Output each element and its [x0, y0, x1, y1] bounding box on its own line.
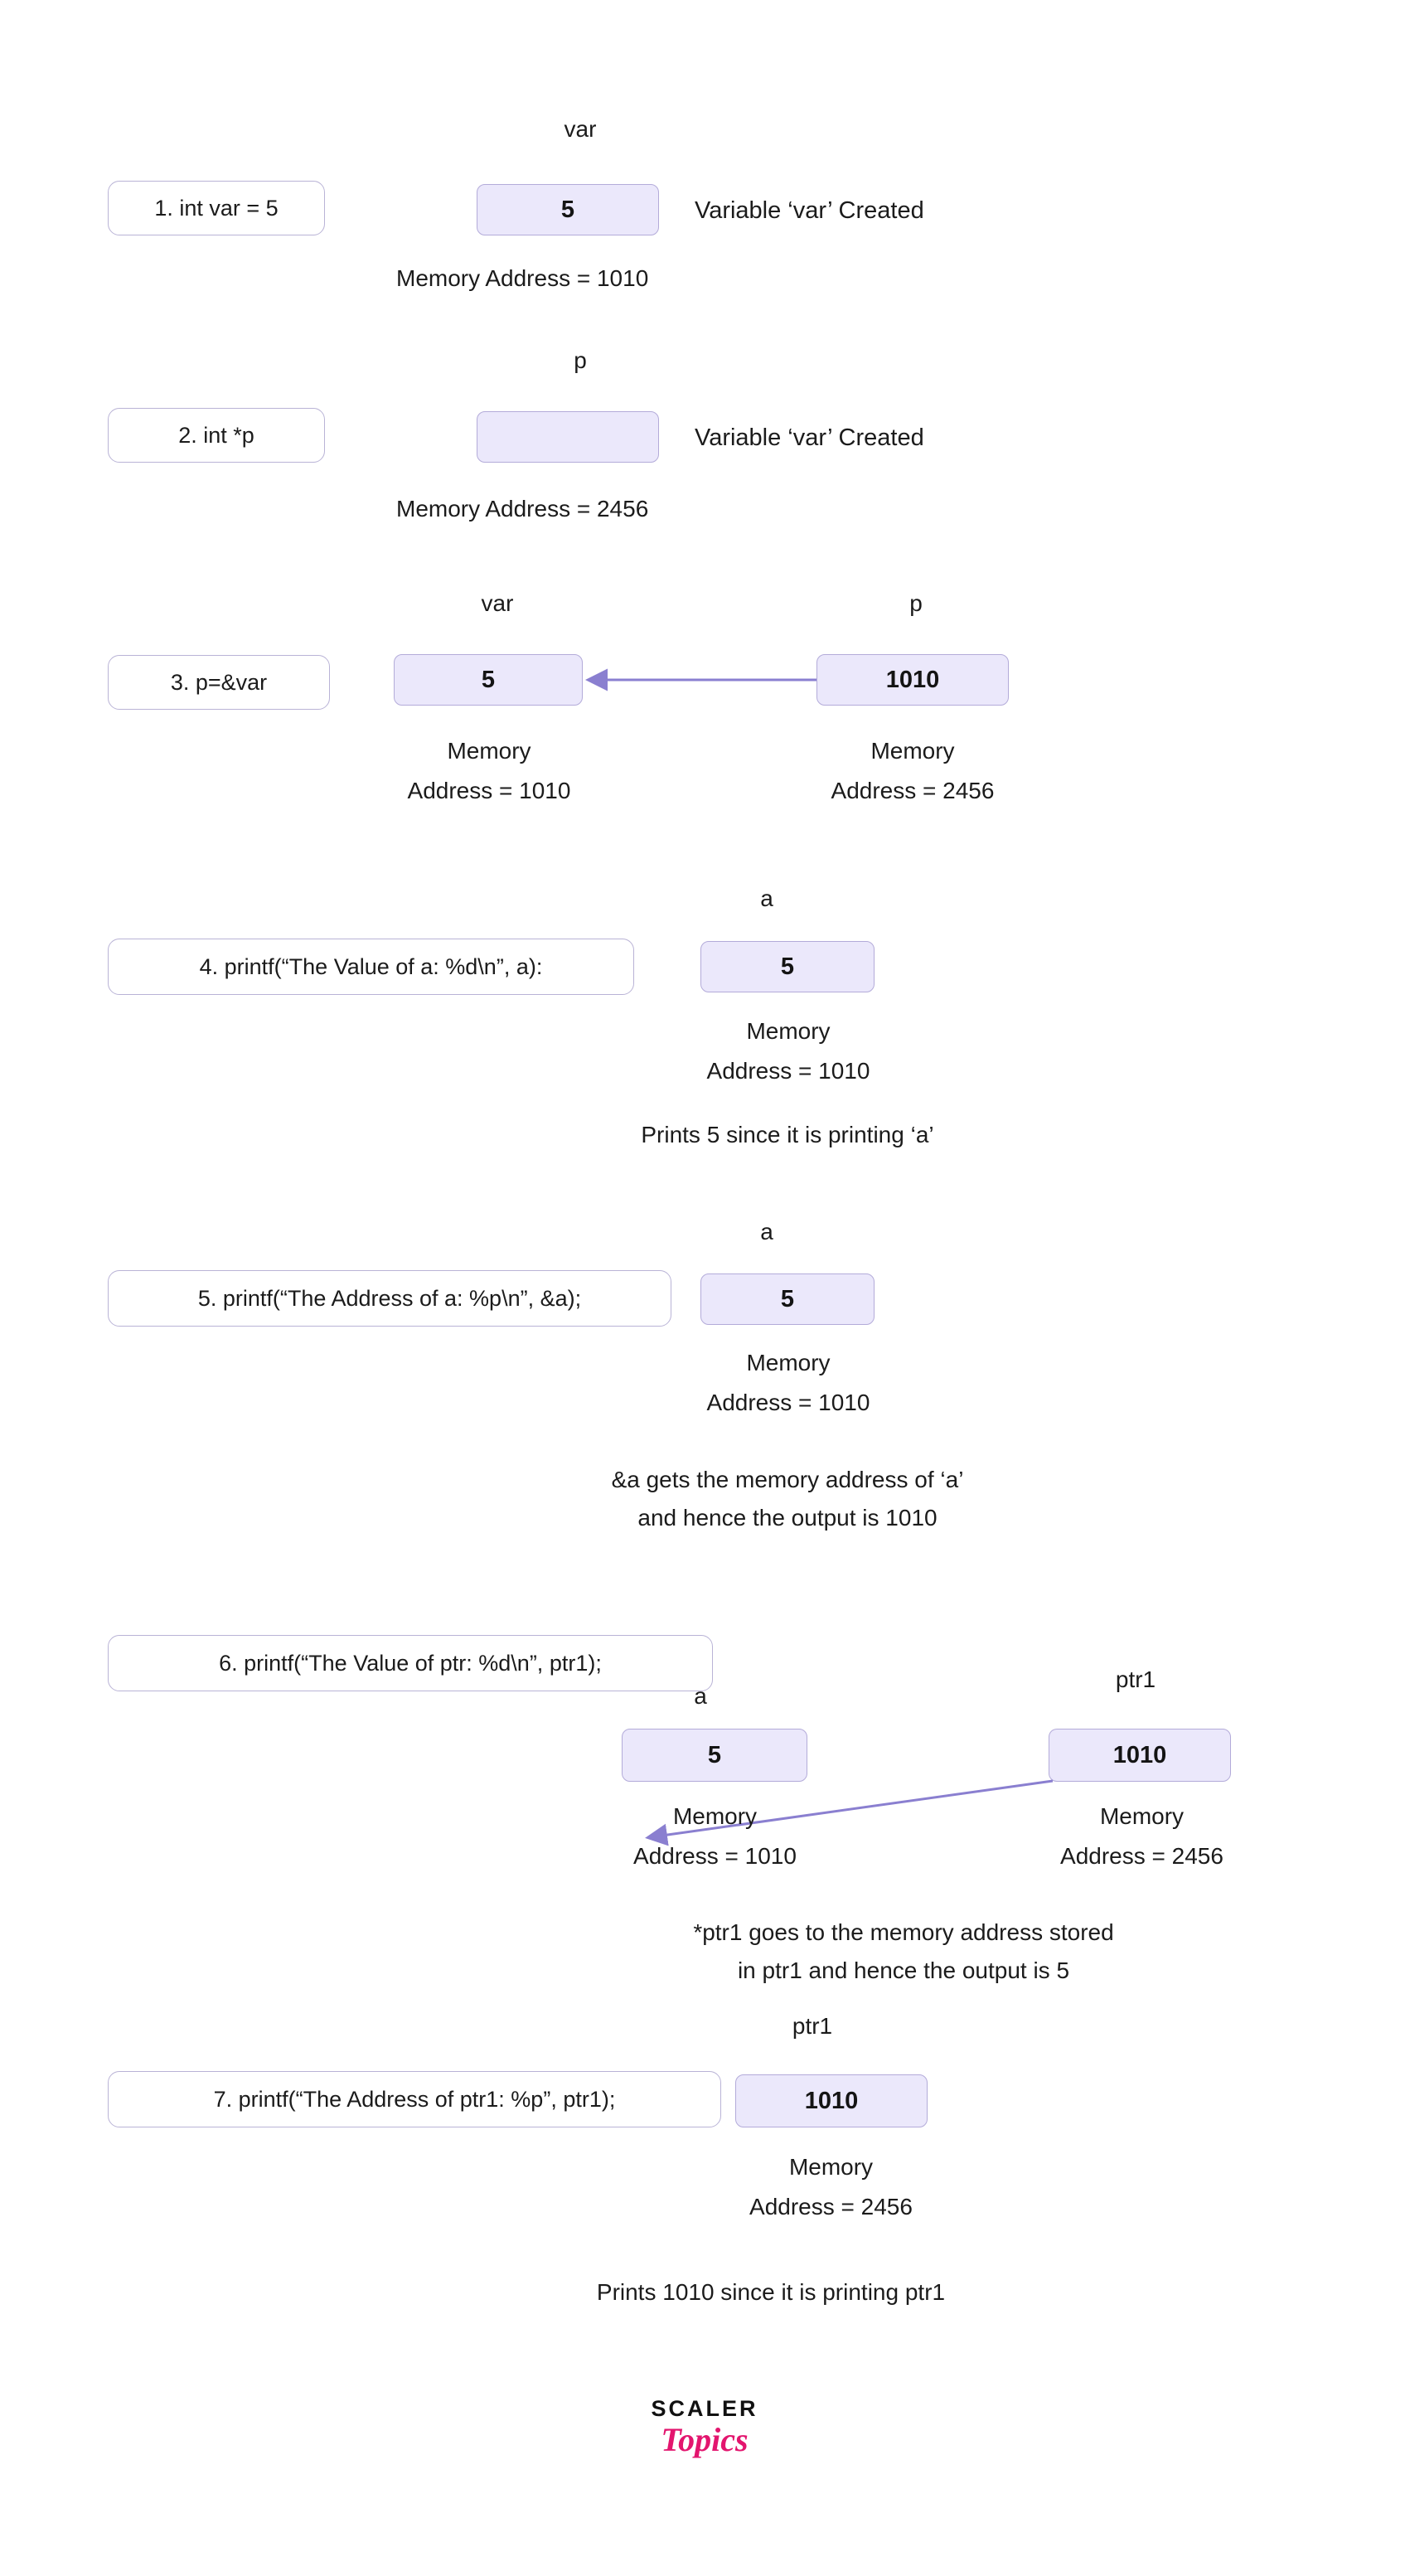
- step6-note-line2: in ptr1 and hence the output is 5: [737, 1957, 1070, 1983]
- step3-left-address-line2: Address = 1010: [407, 778, 571, 803]
- step6-right-address-line2: Address = 2456: [1060, 1843, 1223, 1869]
- step7-note: Prints 1010 since it is printing ptr1: [596, 2279, 946, 2305]
- step6-left-memory-box: 5: [622, 1729, 807, 1782]
- step3-right-memory-box: 1010: [816, 654, 1009, 706]
- step6-note-line1: *ptr1 goes to the memory address stored: [693, 1919, 1114, 1945]
- step3-left-memory-box: 5: [394, 654, 583, 706]
- step7-address-line1: Memory: [788, 2154, 874, 2180]
- step5-note-line2: and hence the output is 1010: [637, 1505, 938, 1531]
- step4-note: Prints 5 since it is printing ‘a’: [641, 1122, 934, 1147]
- step5-note-line1: &a gets the memory address of ‘a’: [611, 1467, 964, 1492]
- step5-statement: 5. printf(“The Address of a: %p\n”, &a);: [108, 1270, 671, 1327]
- step1-address-caption: Memory Address = 1010: [396, 265, 649, 291]
- step3-left-address-line1: Memory: [447, 738, 531, 764]
- step3-statement: 3. p=&var: [108, 655, 330, 710]
- step4-address-line1: Memory: [746, 1018, 831, 1044]
- step4-statement: 4. printf(“The Value of a: %d\n”, a):: [108, 939, 634, 995]
- step4-var-label: a: [760, 885, 773, 911]
- step1-side-note: Variable ‘var’ Created: [695, 197, 924, 224]
- step1-var-label: var: [564, 116, 597, 142]
- step3-right-address-line2: Address = 2456: [831, 778, 995, 803]
- step2-var-label: p: [574, 347, 587, 373]
- step7-memory-box: 1010: [735, 2074, 928, 2127]
- step7-var-label: ptr1: [792, 2013, 833, 2039]
- step4-address-line2: Address = 1010: [706, 1058, 870, 1084]
- step5-address-line2: Address = 1010: [706, 1390, 870, 1415]
- step4-memory-box: 5: [700, 941, 875, 992]
- step7-statement: 7. printf(“The Address of ptr1: %p”, ptr1);: [108, 2071, 721, 2127]
- step2-memory-box: [477, 411, 659, 463]
- step5-memory-box: 5: [700, 1273, 875, 1325]
- step3-pointer-arrow: [580, 660, 825, 706]
- step6-right-address-line1: Memory: [1099, 1803, 1185, 1829]
- logo-secondary-text: Topics: [661, 2421, 749, 2458]
- step5-var-label: a: [760, 1219, 773, 1244]
- step6-right-var-label: ptr1: [1115, 1666, 1156, 1692]
- logo-primary-text: SCALER: [651, 2396, 758, 2421]
- step6-right-memory-box: 1010: [1049, 1729, 1231, 1782]
- step6-left-address-line2: Address = 1010: [633, 1843, 797, 1869]
- step6-left-var-label: a: [694, 1683, 707, 1709]
- step3-left-var-label: var: [481, 590, 514, 616]
- step1-statement: 1. int var = 5: [108, 181, 325, 235]
- step7-address-line2: Address = 2456: [749, 2194, 913, 2219]
- step2-address-caption: Memory Address = 2456: [396, 496, 649, 522]
- step5-address-line1: Memory: [746, 1350, 831, 1375]
- step3-right-address-line1: Memory: [870, 738, 955, 764]
- step6-left-address-line1: Memory: [672, 1803, 758, 1829]
- step2-side-note: Variable ‘var’ Created: [695, 424, 924, 451]
- scaler-topics-logo: [597, 2396, 812, 2459]
- step1-memory-box: 5: [477, 184, 659, 235]
- step2-statement: 2. int *p: [108, 408, 325, 463]
- step3-right-var-label: p: [909, 590, 923, 616]
- step6-statement: 6. printf(“The Value of ptr: %d\n”, ptr1);: [108, 1635, 713, 1691]
